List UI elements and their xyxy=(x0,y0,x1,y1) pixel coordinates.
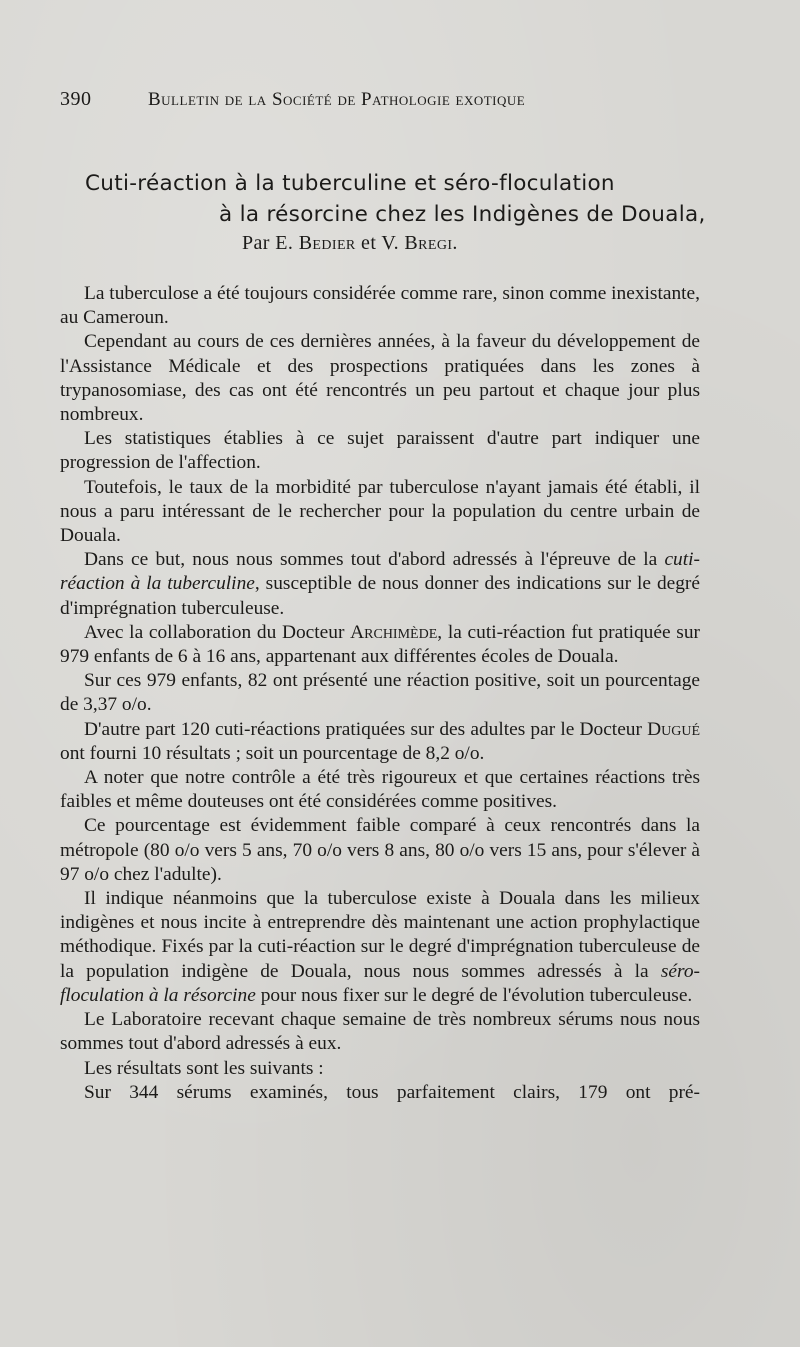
author-bregi: Bregi. xyxy=(404,232,458,254)
article-title-line-2: à la résorcine chez les Indigènes de Douala, xyxy=(219,202,706,227)
paragraph-8-text-b: ont fourni 10 résultats ; soit un pourcentage de 8,2 o/o. xyxy=(60,742,485,764)
page-number: 390 xyxy=(60,88,92,110)
paragraph-6-text-b: , la cuti-réaction fut pratiquée sur 979 enfants de 6 à 16 ans, appartenant aux différentes écoles de Douala. xyxy=(60,621,700,668)
paragraph-9: A noter que notre contrôle a été très rigoureux et que certaines réactions très faibles et même douteuses ont été considérées comme positives. xyxy=(60,767,700,813)
byline-conjunction: et V. xyxy=(355,232,405,254)
author-bedier: Bedier xyxy=(298,232,356,254)
paragraph-13: Les résultats sont les suivants : xyxy=(84,1057,324,1079)
paragraph-6-text-a: Avec la collaboration du Docteur xyxy=(84,621,351,643)
paragraph-4: Toutefois, le taux de la morbidité par tuberculose n'ayant jamais été établi, il nous a paru intéressant de le rechercher pour la population du centre urbain de Douala. xyxy=(60,476,700,547)
byline xyxy=(242,232,458,255)
paragraph-11-text-b: pour nous fixer sur le degré de l'évolution tuberculeuse. xyxy=(255,984,693,1006)
paragraph-11 xyxy=(60,887,700,1008)
byline-prefix: Par E. xyxy=(242,232,299,254)
paragraph-11-italic: séro-floculation à la résorcine xyxy=(60,960,700,1006)
running-head xyxy=(60,88,760,111)
article-body xyxy=(60,282,700,1105)
name-archimede: Archimède xyxy=(350,621,438,643)
paragraph-8 xyxy=(60,718,700,766)
article-title-line-1: Cuti-réaction à la tuberculine et séro-floculation xyxy=(85,171,615,196)
paragraph-1: La tuberculose a été toujours considérée comme rare, sinon comme inexistante, au Cameroun. xyxy=(60,283,700,329)
paragraph-10: Ce pourcentage est évidemment faible comparé à ceux rencontrés dans la métropole (80 o/o vers 5 ans, 70 o/o vers 8 ans, 80 o/o vers 15 ans, pour s'élever à 97 o/o chez l'adulte). xyxy=(60,815,700,885)
paragraph-6 xyxy=(60,621,700,669)
paragraph-5-italic: cuti-réaction à la tuberculine xyxy=(60,549,700,595)
paragraph-5-text-b: , susceptible de nous donner des indications sur le degré d'imprégnation tuberculeuse. xyxy=(60,573,701,619)
article-title xyxy=(85,168,725,230)
paragraph-12: Le Laboratoire recevant chaque semaine de très nombreux sérums nous nous sommes tout d'abord adressés à eux. xyxy=(60,1009,700,1055)
journal-title: Bulletin de la Société de Pathologie exotique xyxy=(148,89,526,110)
paragraph-3: Les statistiques établies à ce sujet paraissent d'autre part indiquer une progression de l'affection. xyxy=(60,428,700,474)
paragraph-2: Cependant au cours de ces dernières années, à la faveur du développement de l'Assistance Médicale et des prospections pratiquées dans les zones à trypanosomiase, des cas ont été rencontrés un peu partout et chaque jour plus nombreux. xyxy=(60,331,700,426)
paragraph-14: Sur 344 sérums examinés, tous parfaitement clairs, 179 ont pré- xyxy=(84,1081,700,1103)
name-dugue: Dugué xyxy=(647,718,700,740)
paragraph-11-text-a: Il indique néanmoins que la tuberculose existe à Douala dans les milieux indigènes et nous incite à entreprendre dès maintenant une action prophylactique méthodique. Fixés par la cuti-réaction sur le degré d'imprégnation tuberculeuse de la population indigène de Douala, nous nous sommes adressés à la xyxy=(60,888,700,982)
paragraph-7: Sur ces 979 enfants, 82 ont présenté une réaction positive, soit un pourcentage de 3,37 o/o. xyxy=(60,670,700,716)
paragraph-5 xyxy=(60,548,700,621)
paragraph-5-text-a: Dans ce but, nous nous sommes tout d'abord adressés à l'épreuve de la xyxy=(84,549,665,571)
paragraph-8-text-a: D'autre part 120 cuti-réactions pratiquées sur des adultes par le Docteur xyxy=(84,718,648,740)
